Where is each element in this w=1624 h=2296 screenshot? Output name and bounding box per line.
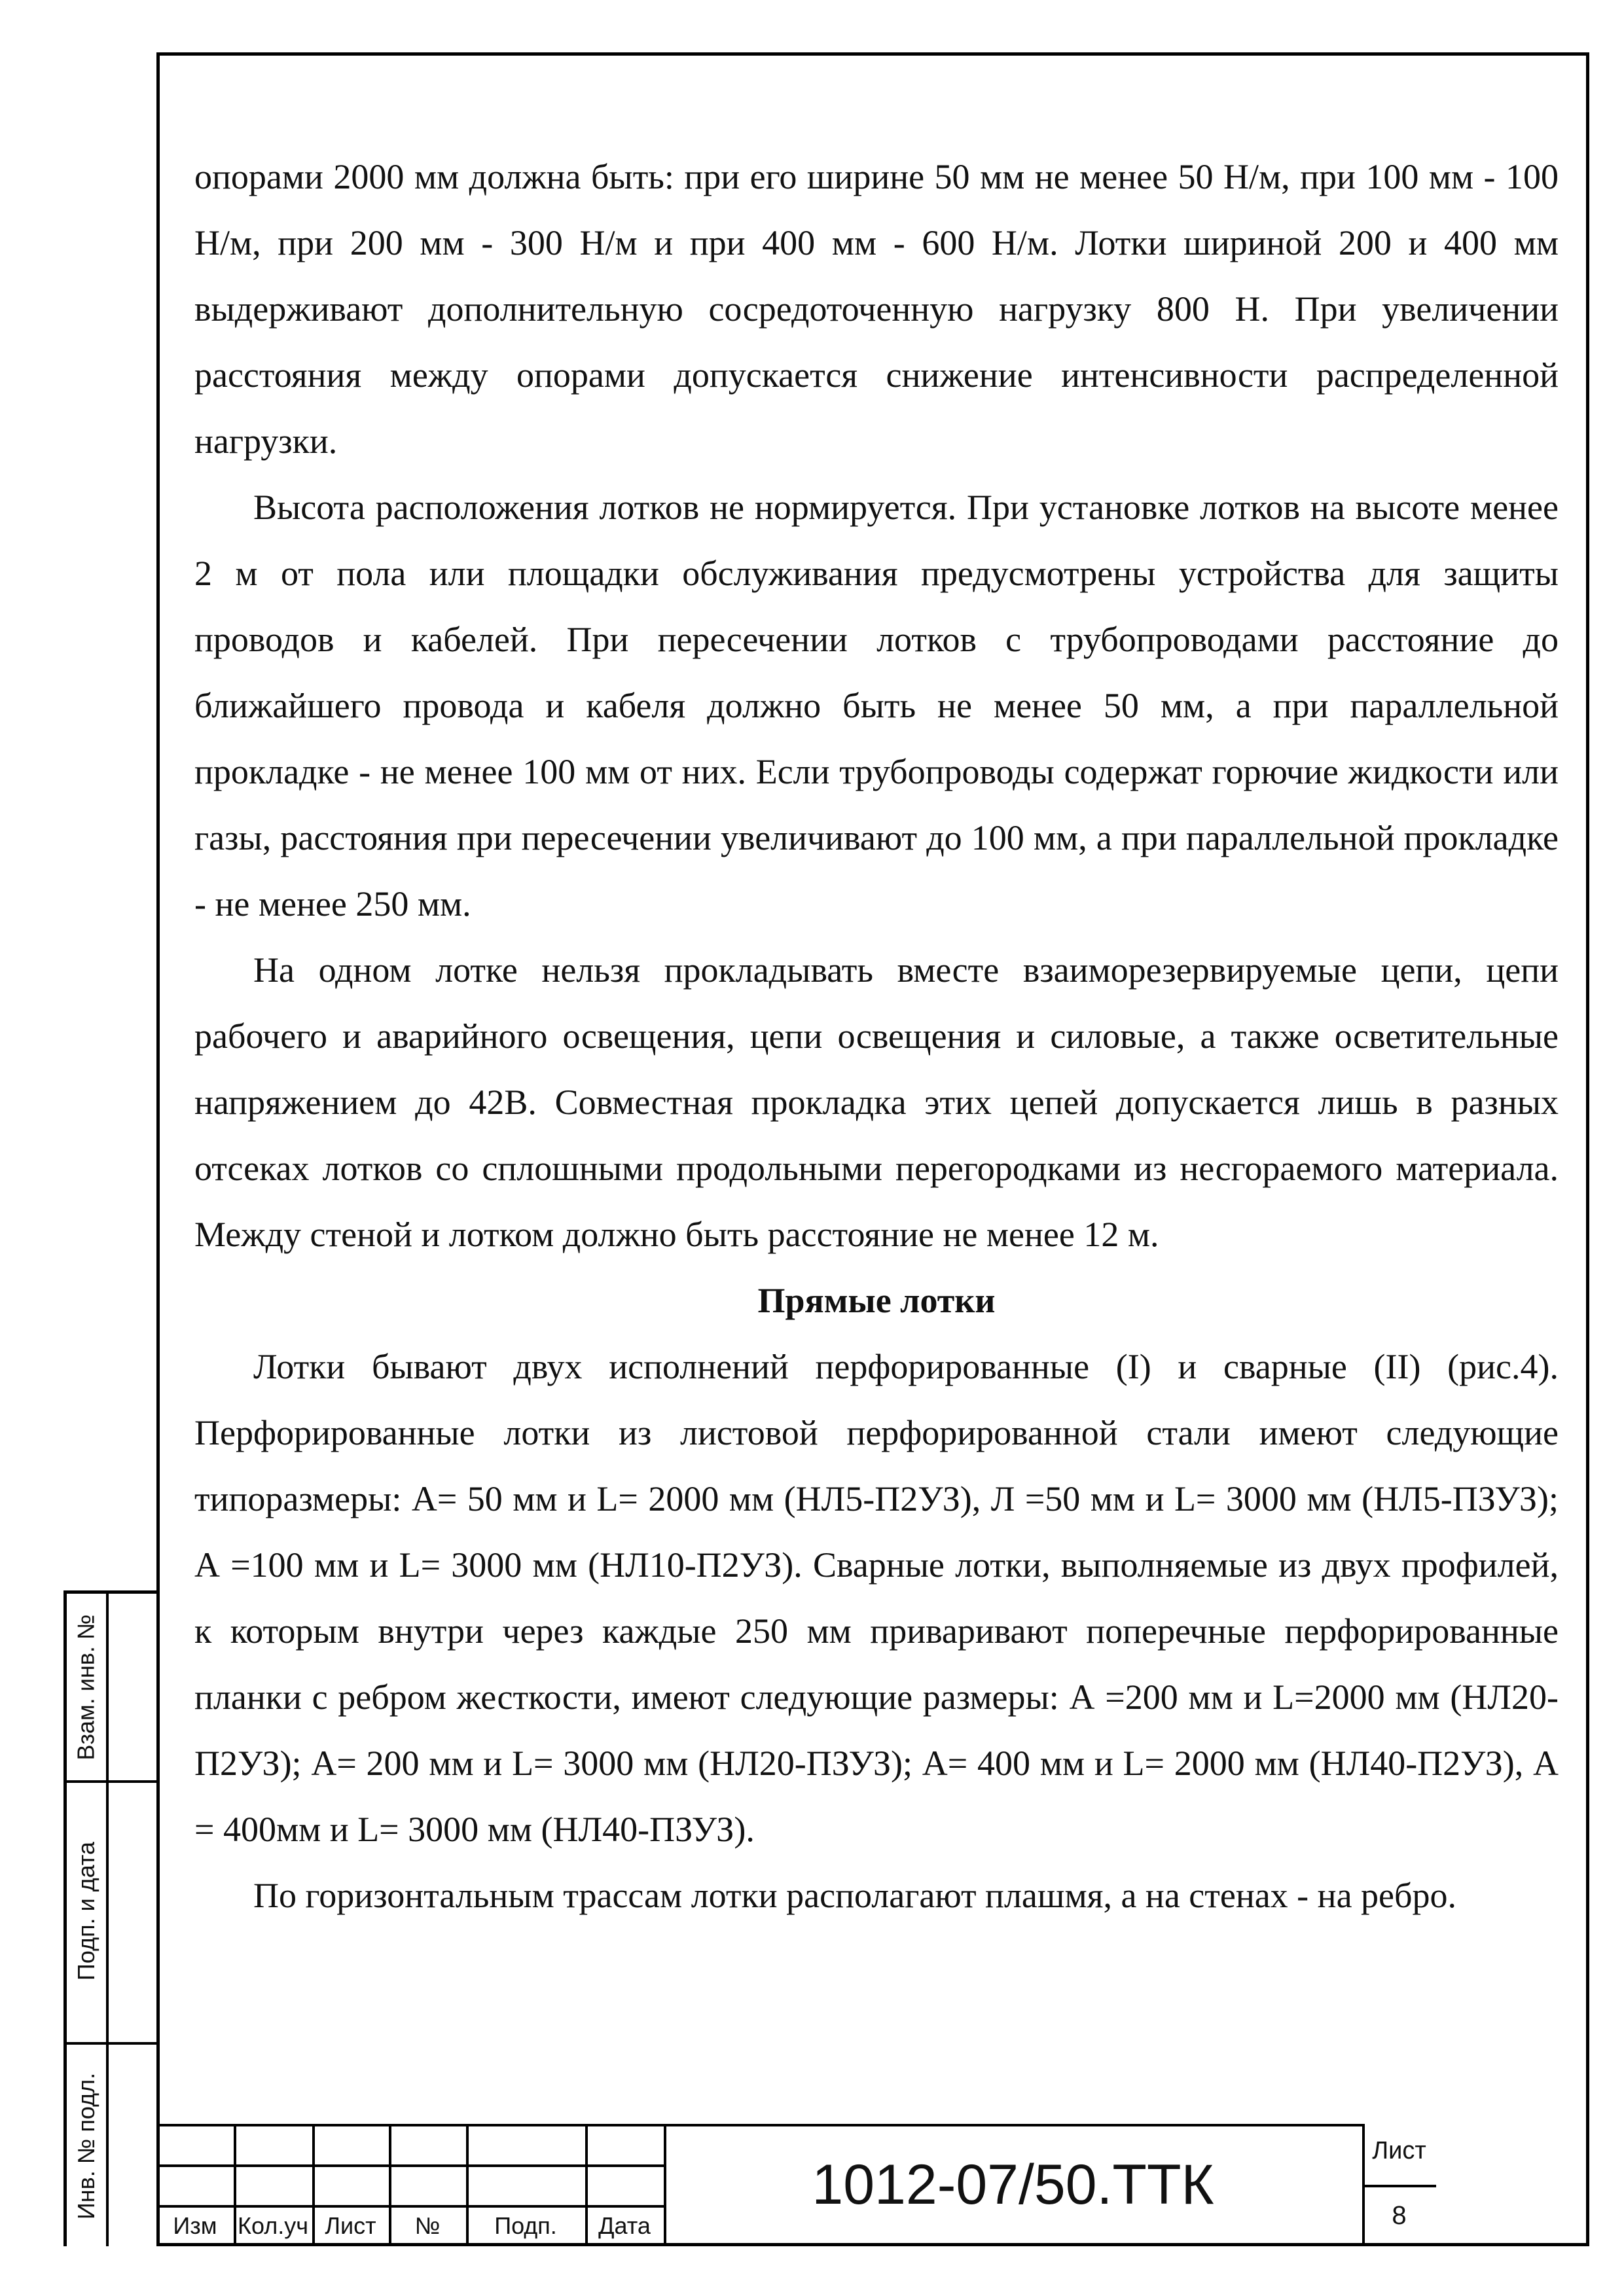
side-stamp xyxy=(63,1590,156,2246)
document-code: 1012-07/50.ТТК xyxy=(812,2153,1214,2216)
sheet-number: 8 xyxy=(1392,2200,1407,2230)
col-label-change: Изм xyxy=(173,2212,217,2239)
col-label-number: № xyxy=(414,2212,441,2239)
col-label-date: Дата xyxy=(598,2212,651,2239)
side-stamp-divider xyxy=(106,1594,109,2246)
section-heading: Прямые лотки xyxy=(757,1281,996,1320)
document-body xyxy=(194,144,1559,1929)
side-label-original-inv: Инв. № подл. xyxy=(73,2072,99,2219)
paragraph-2: Высота расположения лотков не нормируется. При установке лотков на высоте менее 2 м от пола или площадки обслуживания предусмотрены устройства для защиты проводов и кабелей. При пересечении лотков с трубопроводами расстояние до ближайшего провода и кабеля должно быть не менее 50 мм, а при параллельной прокладке - не менее 100 мм от них. Если трубопроводы содержат горючие жидкости или газы, расстояния при пересечении увеличивают до 100 мм, а при параллельной прокладке - не менее 250 мм. xyxy=(194,488,1559,924)
col-label-quantity: Кол.уч xyxy=(238,2212,308,2239)
side-label-replacement-inv: Взам. инв. № xyxy=(73,1613,99,1761)
paragraph-3: На одном лотке нельзя прокладывать вместе взаиморезервируемые цепи, цепи рабочего и аварийного освещения, цепи освещения и силовые, а также осветительные напряжением до 42В. Совместная прокладка этих цепей допускается лишь в разных отсеках лотков со сплошными продольными перегородками из несгораемого материала. Между стеной и лотком должно быть расстояние не менее 12 м. xyxy=(194,950,1559,1254)
col-label-sheet: Лист xyxy=(325,2212,376,2239)
paragraph-4: Лотки бывают двух исполнений перфорированные (I) и сварные (II) (рис.4). Перфорированные лотки из листовой перфорированной стали имеют следующие типоразмеры: А= 50 мм и L= 2000 мм (НЛ5-П2УЗ), Л =50 мм и L= 3000 мм (НЛ5-ПЗУЗ); А =100 мм и L= 3000 мм (НЛ10-П2УЗ). Сварные лотки, выполняемые из двух профилей, к которым внутри через каждые 250 мм приваривают поперечные перфорированные планки с ребром жесткости, имеют следующие размеры: А =200 мм и L=2000 мм (НЛ20-П2УЗ); А= 200 мм и L= 3000 мм (НЛ20-ПЗУЗ); А= 400 мм и L= 2000 мм (НЛ40-П2УЗ), А = 400мм и L= 3000 мм (НЛ40-ПЗУЗ). xyxy=(194,1347,1559,1849)
paragraph-1: опорами 2000 мм должна быть: при его ширине 50 мм не менее 50 Н/м, при 100 мм - 100 Н/м, при 200 мм - 300 Н/м и при 400 мм - 600 Н/м. Лотки шириной 200 и 400 мм выдерживают дополнительную сосредоточенную нагрузку 800 Н. При увеличении расстояния между опорами допускается снижение интенсивности распределенной нагрузки. xyxy=(194,157,1559,461)
paragraph-5: По горизонтальным трассам лотки располагают плашмя, а на стенах - на ребро. xyxy=(253,1876,1456,1915)
title-block xyxy=(156,2124,1589,2246)
sheet-label: Лист xyxy=(1372,2137,1426,2164)
col-label-signature: Подп. xyxy=(494,2212,557,2239)
side-label-sign-date: Подп. и дата xyxy=(73,1841,99,1981)
